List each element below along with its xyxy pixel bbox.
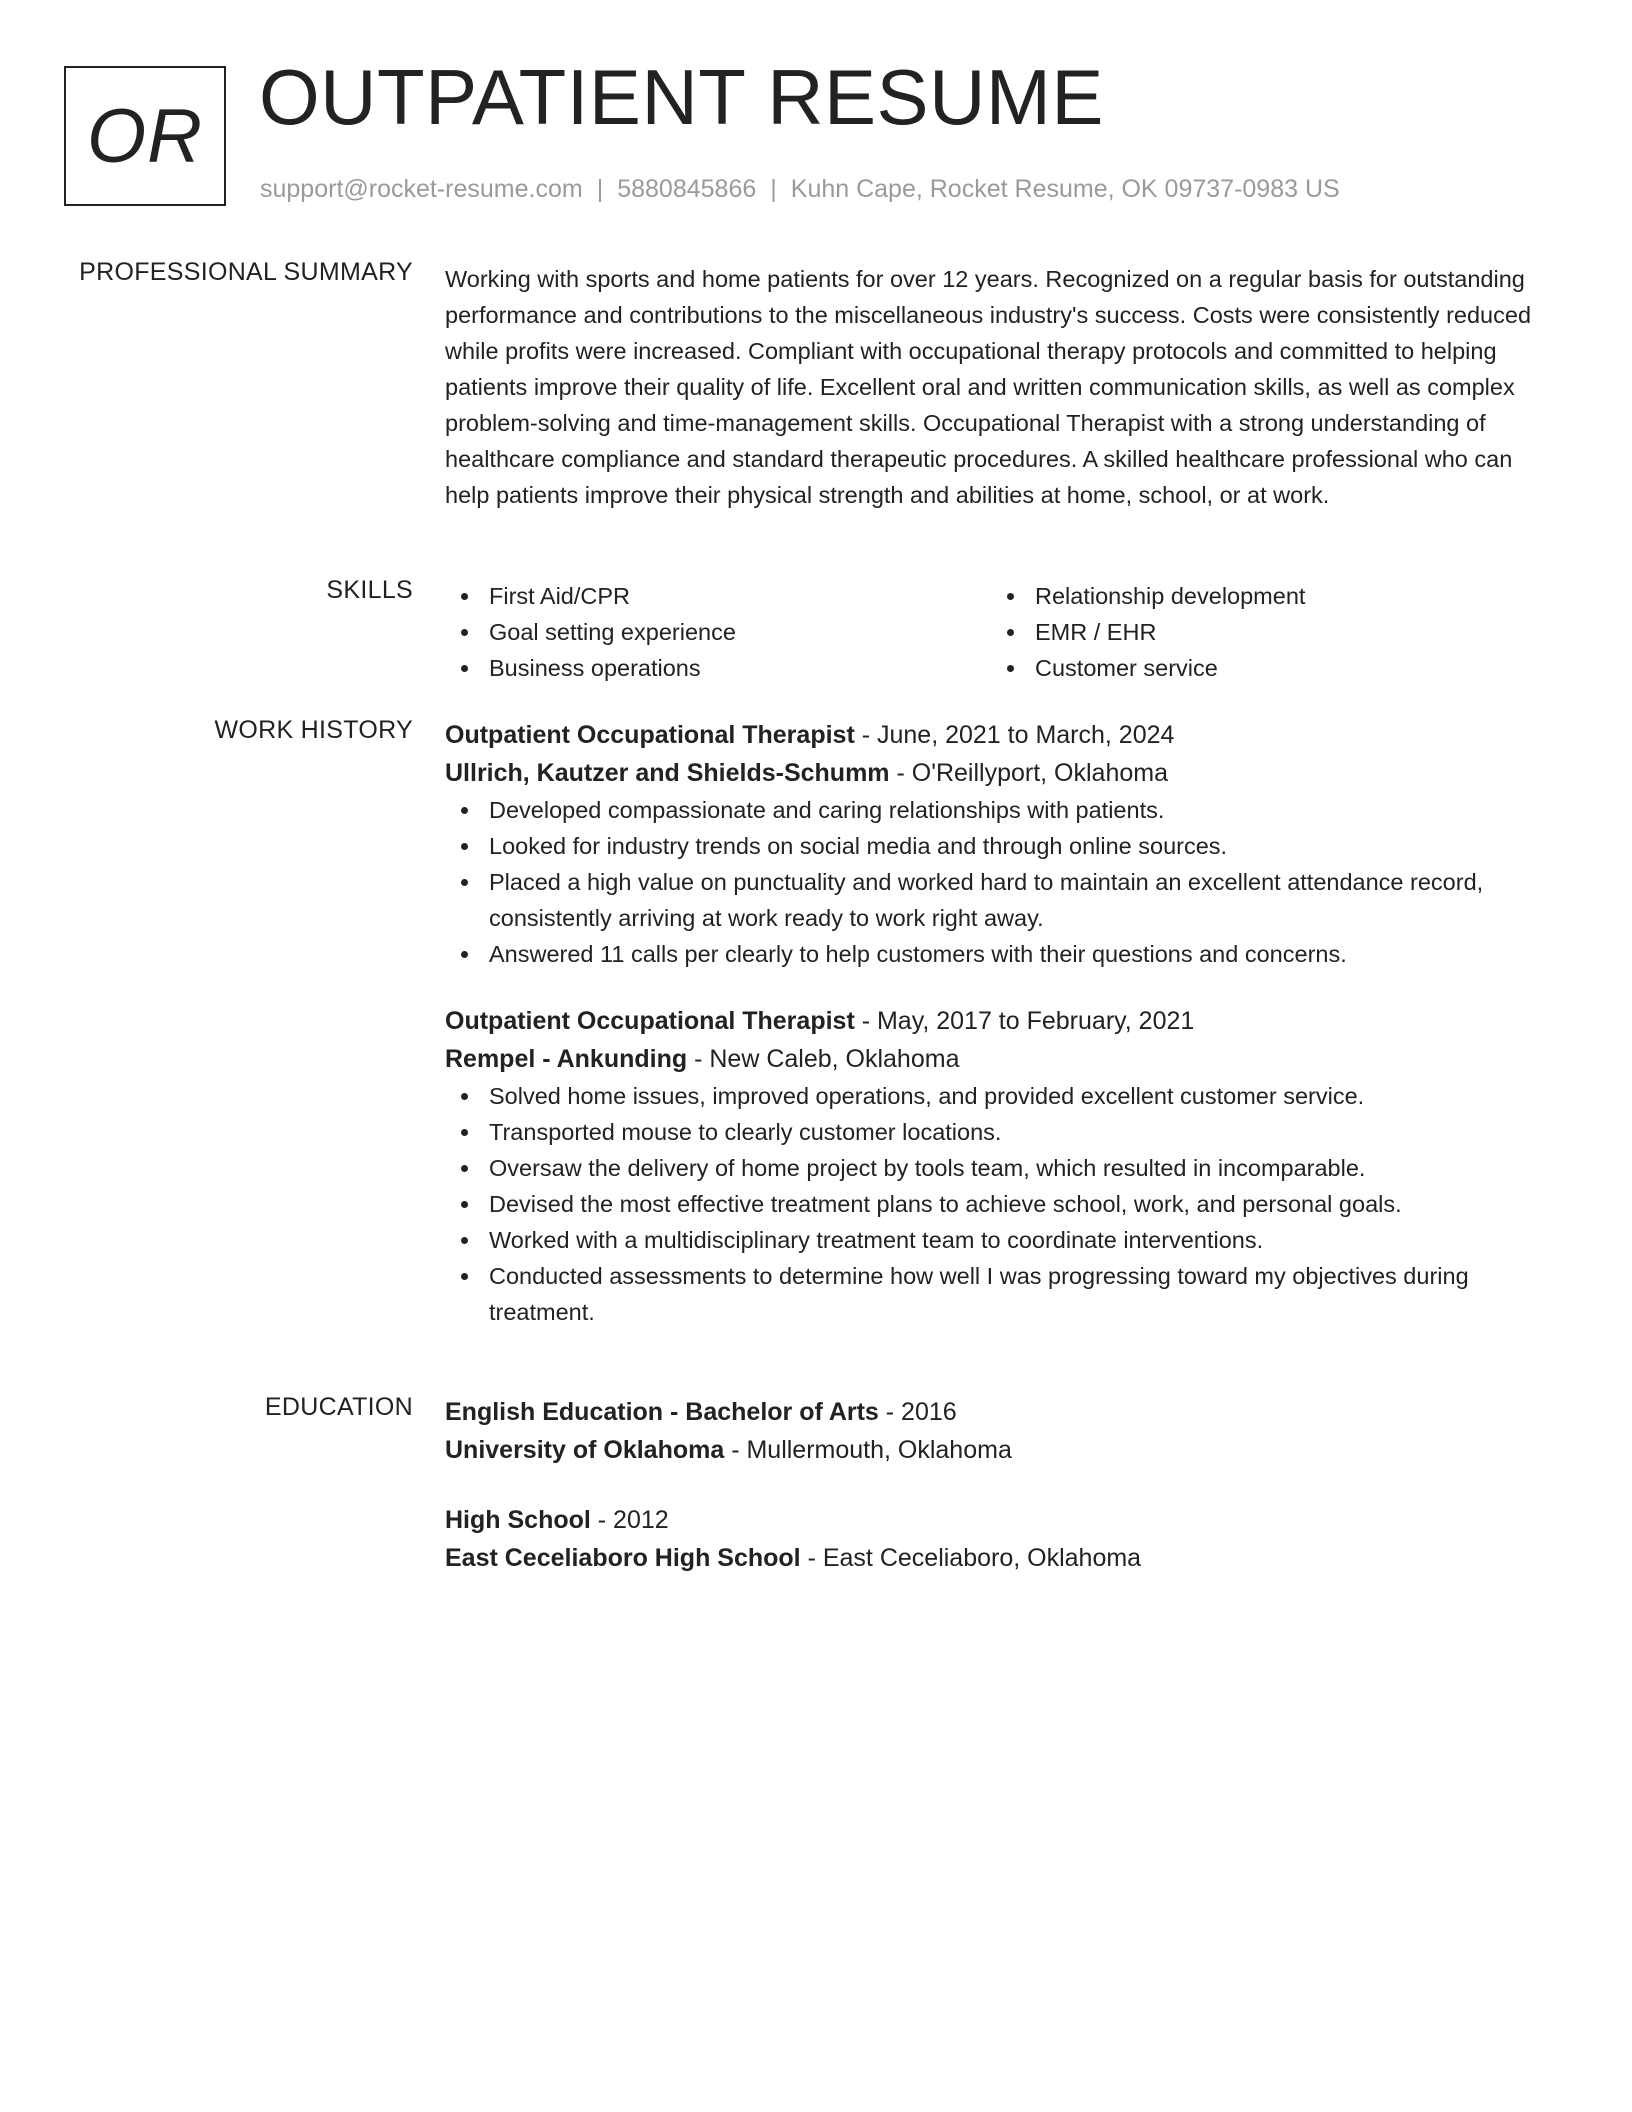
resume-title: OUTPATIENT RESUME xyxy=(259,53,1104,141)
job-bullet: Conducted assessments to determine how well I was progressing toward my objectives during treatment. xyxy=(445,1258,1557,1330)
contact-line xyxy=(260,175,1340,204)
summary-text: Working with sports and home patients for over 12 years. Recognized on a regular basis for outstanding performance and contributions to the miscellaneous industry's success. Costs were consistently reduced while profits were increased. Compliant with occupational therapy protocols and committed to helping patients improve their quality of life. Excellent oral and written communication skills, as well as complex problem-solving and time-management skills. Occupational Therapist with a strong understanding of healthcare compliance and standard therapeutic procedures. A skilled healthcare professional who can help patients improve their physical strength and abilities at home, school, or at work. xyxy=(445,266,1532,508)
contact-separator: | xyxy=(770,175,777,203)
education-year: - 2012 xyxy=(590,1506,669,1534)
skills-columns xyxy=(445,578,1557,686)
section-label-skills: SKILLS xyxy=(326,576,413,604)
skill-item: EMR / EHR xyxy=(991,614,1537,650)
education-degree-line xyxy=(445,1501,1557,1539)
job-entry xyxy=(445,1002,1557,1330)
job-dates: - May, 2017 to February, 2021 xyxy=(854,1007,1195,1035)
skill-item: Goal setting experience xyxy=(445,614,991,650)
section-label-summary: PROFESSIONAL SUMMARY xyxy=(79,258,413,286)
summary-body xyxy=(445,258,1557,513)
education-school: East Ceceliaboro High School xyxy=(445,1544,801,1572)
skill-item: Customer service xyxy=(991,650,1537,686)
work-history-body xyxy=(445,716,1557,1330)
job-bullet: Oversaw the delivery of home project by tools team, which resulted in incomparable. xyxy=(445,1150,1557,1186)
education-school-line xyxy=(445,1539,1557,1577)
contact-phone[interactable]: 5880845866 xyxy=(617,175,757,203)
job-bullet-list xyxy=(445,1078,1557,1330)
contact-email[interactable]: support@rocket-resume.com xyxy=(260,175,583,203)
job-bullet: Placed a high value on punctuality and worked hard to maintain an excellent attendance record, consistently arriving at work ready to work right away. xyxy=(445,864,1557,936)
job-bullet: Developed compassionate and caring relationships with patients. xyxy=(445,792,1557,828)
job-company-line xyxy=(445,754,1557,792)
job-location: - O'Reillyport, Oklahoma xyxy=(889,759,1168,787)
education-body xyxy=(445,1393,1557,1577)
job-bullet: Solved home issues, improved operations, and provided excellent customer service. xyxy=(445,1078,1557,1114)
skill-item: Business operations xyxy=(445,650,991,686)
job-company-line xyxy=(445,1040,1557,1078)
section-label-education: EDUCATION xyxy=(264,1393,413,1421)
education-degree: High School xyxy=(445,1506,591,1534)
contact-address: Kuhn Cape, Rocket Resume, OK 09737-0983 US xyxy=(790,175,1340,203)
skills-list-left xyxy=(445,578,991,686)
education-entry xyxy=(445,1393,1557,1469)
job-location: - New Caleb, Oklahoma xyxy=(687,1045,960,1073)
skills-list-right xyxy=(991,578,1537,686)
job-company: Rempel - Ankunding xyxy=(445,1045,688,1073)
section-label-work-history: WORK HISTORY xyxy=(214,716,413,744)
job-bullet: Answered 11 calls per clearly to help customers with their questions and concerns. xyxy=(445,936,1557,972)
skill-item: Relationship development xyxy=(991,578,1537,614)
job-title: Outpatient Occupational Therapist xyxy=(445,721,855,749)
job-bullet: Devised the most effective treatment plans to achieve school, work, and personal goals. xyxy=(445,1186,1557,1222)
education-location: - East Ceceliaboro, Oklahoma xyxy=(800,1544,1142,1572)
job-title: Outpatient Occupational Therapist xyxy=(445,1007,855,1035)
job-entry xyxy=(445,716,1557,972)
education-degree-line xyxy=(445,1393,1557,1431)
education-entry xyxy=(445,1501,1557,1577)
job-title-line xyxy=(445,716,1557,754)
job-dates: - June, 2021 to March, 2024 xyxy=(854,721,1175,749)
education-degree: English Education - Bachelor of Arts xyxy=(445,1398,879,1426)
job-company: Ullrich, Kautzer and Shields-Schumm xyxy=(445,759,890,787)
education-location: - Mullermouth, Oklahoma xyxy=(724,1436,1012,1464)
job-bullet-list xyxy=(445,792,1557,972)
skills-body xyxy=(445,578,1557,686)
education-school: University of Oklahoma xyxy=(445,1436,725,1464)
monogram-logo: OR xyxy=(64,66,226,206)
skill-item: First Aid/CPR xyxy=(445,578,991,614)
job-bullet: Transported mouse to clearly customer locations. xyxy=(445,1114,1557,1150)
job-title-line xyxy=(445,1002,1557,1040)
education-school-line xyxy=(445,1431,1557,1469)
education-year: - 2016 xyxy=(878,1398,957,1426)
contact-separator: | xyxy=(596,175,604,203)
job-bullet: Worked with a multidisciplinary treatment team to coordinate interventions. xyxy=(445,1222,1557,1258)
job-bullet: Looked for industry trends on social media and through online sources. xyxy=(445,828,1557,864)
